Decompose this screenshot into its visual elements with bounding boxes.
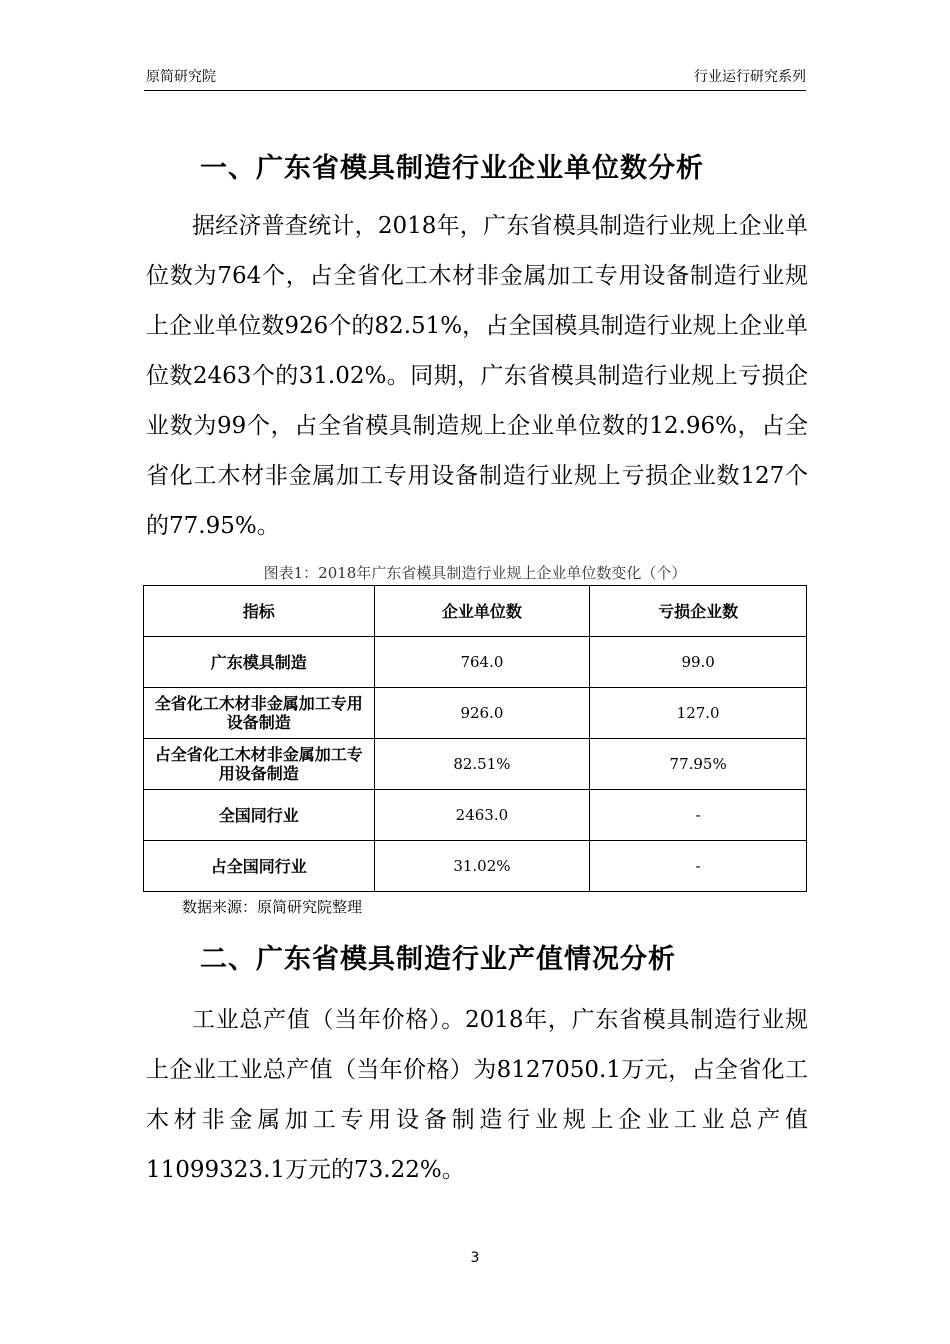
row-label: 全省化工木材非金属加工专用设备制造: [144, 688, 375, 739]
row-label: 占全国同行业: [144, 841, 375, 892]
loss-value: 77.95%: [590, 739, 807, 790]
loss-value: 127.0: [590, 688, 807, 739]
header-series-name: 行业运行研究系列: [694, 69, 806, 85]
table-row: [144, 841, 807, 892]
table-row: [144, 739, 807, 790]
units-value: 926.0: [374, 688, 590, 739]
enterprise-count-table: [143, 585, 807, 892]
units-value: 31.02%: [374, 841, 590, 892]
units-value: 2463.0: [374, 790, 590, 841]
units-value: 764.0: [374, 637, 590, 688]
loss-value: -: [590, 790, 807, 841]
section1-paragraph: 据经济普查统计，2018年，广东省模具制造行业规上企业单位数为764个，占全省化工木材非金属加工专用设备制造行业规上企业单位数926个的82.51%，占全国模具制造行业规上企业单位数2463个的31.02%。同期，广东省模具制造行业规上亏损企业数为99个，占全省模具制造规上企业单位数的12.96%，占全省化工木材非金属加工专用设备制造行业规上亏损企业数127个的77.95%。: [146, 213, 808, 539]
loss-value: -: [590, 841, 807, 892]
table-row: [144, 637, 807, 688]
loss-value: 99.0: [590, 637, 807, 688]
section2-title: 二、广东省模具制造行业产值情况分析: [200, 944, 676, 975]
table-caption: 图表1：2018年广东省模具制造行业规上企业单位数变化（个）: [263, 564, 687, 582]
section1-title: 一、广东省模具制造行业企业单位数分析: [200, 153, 704, 184]
header-divider: [144, 90, 806, 91]
column-header-loss: 亏损企业数: [590, 586, 807, 637]
page-number: 3: [470, 1250, 480, 1266]
row-label: 占全省化工木材非金属加工专用设备制造: [144, 739, 375, 790]
table-header-row: [144, 586, 807, 637]
table-row: [144, 688, 807, 739]
units-value: 82.51%: [374, 739, 590, 790]
column-header-units: 企业单位数: [374, 586, 590, 637]
section2-paragraph: 工业总产值（当年价格）。2018年，广东省模具制造行业规上企业工业总产值（当年价格）为8127050.1万元，占全省化工木材非金属加工专用设备制造行业规上企业工业总产值11099323.1万元的73.22%。: [146, 1007, 808, 1183]
column-header-indicator: 指标: [144, 586, 375, 637]
row-label: 全国同行业: [144, 790, 375, 841]
header-org-name: 原简研究院: [146, 69, 216, 85]
table-row: [144, 790, 807, 841]
table-source-note: 数据来源：原简研究院整理: [182, 898, 363, 916]
row-label: 广东模具制造: [144, 637, 375, 688]
